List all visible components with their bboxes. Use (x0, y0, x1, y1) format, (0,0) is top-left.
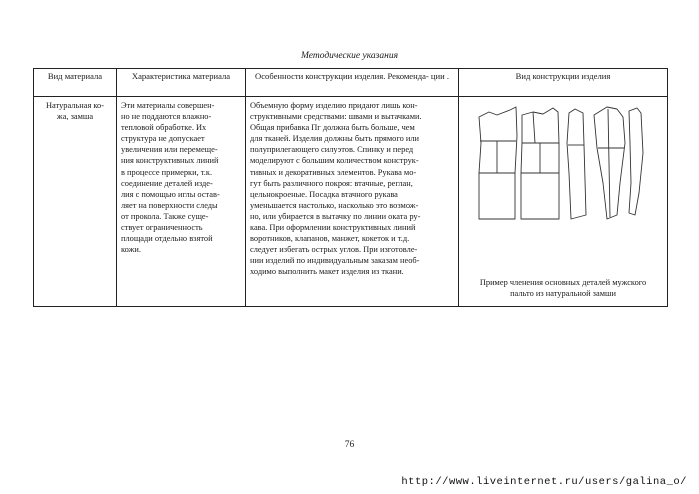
column-header-construction-features: Особенности конструкции изделия. Рекоменда- ции . (246, 69, 459, 97)
column-header-construction-view: Вид конструкции изделия (459, 69, 668, 97)
column-header-material-characteristic: Характеристика материала (117, 69, 246, 97)
table-row (34, 97, 668, 307)
caption-line: Пример членения основных деталей мужского (479, 278, 647, 287)
text-line: полуприлегающего силуэтов. Спинку и перед (250, 145, 414, 155)
cell-material-type (34, 97, 117, 307)
text-line: ходимо выполнить макет изделия из ткани. (250, 267, 404, 277)
figure-caption (459, 277, 667, 299)
page-number: 76 (344, 440, 355, 450)
text-line: от прокола. Также суще- (121, 211, 209, 221)
column-header-material-type: Вид материала (34, 69, 117, 97)
page-header-title: Методические указания (300, 51, 399, 61)
source-watermark[interactable]: http://www.liveinternet.ru/users/galina_o/ (401, 476, 687, 488)
text-line: структура не допускает (121, 134, 205, 144)
text-line: кожи. (121, 245, 141, 255)
text-line: соединение деталей изде- (121, 178, 213, 188)
pattern-piece-facing (629, 108, 643, 215)
cell-construction-features (246, 97, 459, 307)
material-table (33, 68, 668, 307)
pattern-piece-back (479, 107, 517, 219)
text-line: гут быть различного покроя: втачные, реглан, (250, 178, 413, 188)
text-line: ствует ограниченность (121, 223, 203, 233)
text-line: Натуральная ко- (45, 101, 105, 110)
text-line: моделируют с большим количеством конструк- (250, 156, 419, 166)
cell-construction-view (459, 97, 668, 307)
table-header-row (34, 69, 668, 97)
pattern-piece-side (567, 109, 586, 219)
text-line: но не поддаются влажно- (121, 112, 212, 122)
text-line: воротников, клапанов, манжет, кокеток и т.д. (250, 234, 410, 244)
text-line: тепловой обработке. Их (121, 123, 207, 133)
text-line: нии изделий по индивидуальным заказам необ- (250, 256, 420, 266)
text-line: тивных и декоративных элементов. Рукава мо- (250, 167, 417, 177)
text-line: ния конструктивных линий (121, 156, 219, 166)
text-line: уменьшается настолько, насколько это возмож- (250, 200, 419, 210)
cell-material-characteristic (117, 97, 246, 307)
pattern-piece-sleeve (594, 107, 625, 219)
text-line: следует избегать острых углов. При изготовле- (250, 245, 418, 255)
text-line: цельнокроеные. Посадка втачного рукава (250, 189, 398, 199)
text-line: Объемную форму изделию придают лишь кон- (250, 101, 418, 110)
text-line: ляет на поверхности следы (121, 200, 218, 210)
text-line: в процессе примерки, т.к. (121, 167, 213, 177)
caption-line: пальто из натуральной замши (510, 289, 616, 298)
text-line: лия с помощью иглы остав- (121, 189, 220, 199)
text-line: жа, замша (56, 112, 94, 122)
text-line: структивными средствами: швами и вытачками. (250, 112, 422, 122)
text-line: кава. При оформлении конструктивных линий (250, 223, 416, 233)
text-line: для тканей. Изделия должны быть прямого или (250, 134, 419, 144)
text-line: площади отдельно взятой (121, 234, 213, 244)
text-line: увеличения или перемеще- (121, 145, 218, 155)
coat-pattern-figure (477, 103, 647, 223)
text-line: Общая прибавка Пг должна быть больше, чем (250, 123, 415, 133)
pattern-piece-front (521, 108, 559, 219)
text-line: но, или убирается в вытачку по линии оката ру- (250, 211, 421, 221)
text-line: Эти материалы совершен- (121, 101, 215, 110)
